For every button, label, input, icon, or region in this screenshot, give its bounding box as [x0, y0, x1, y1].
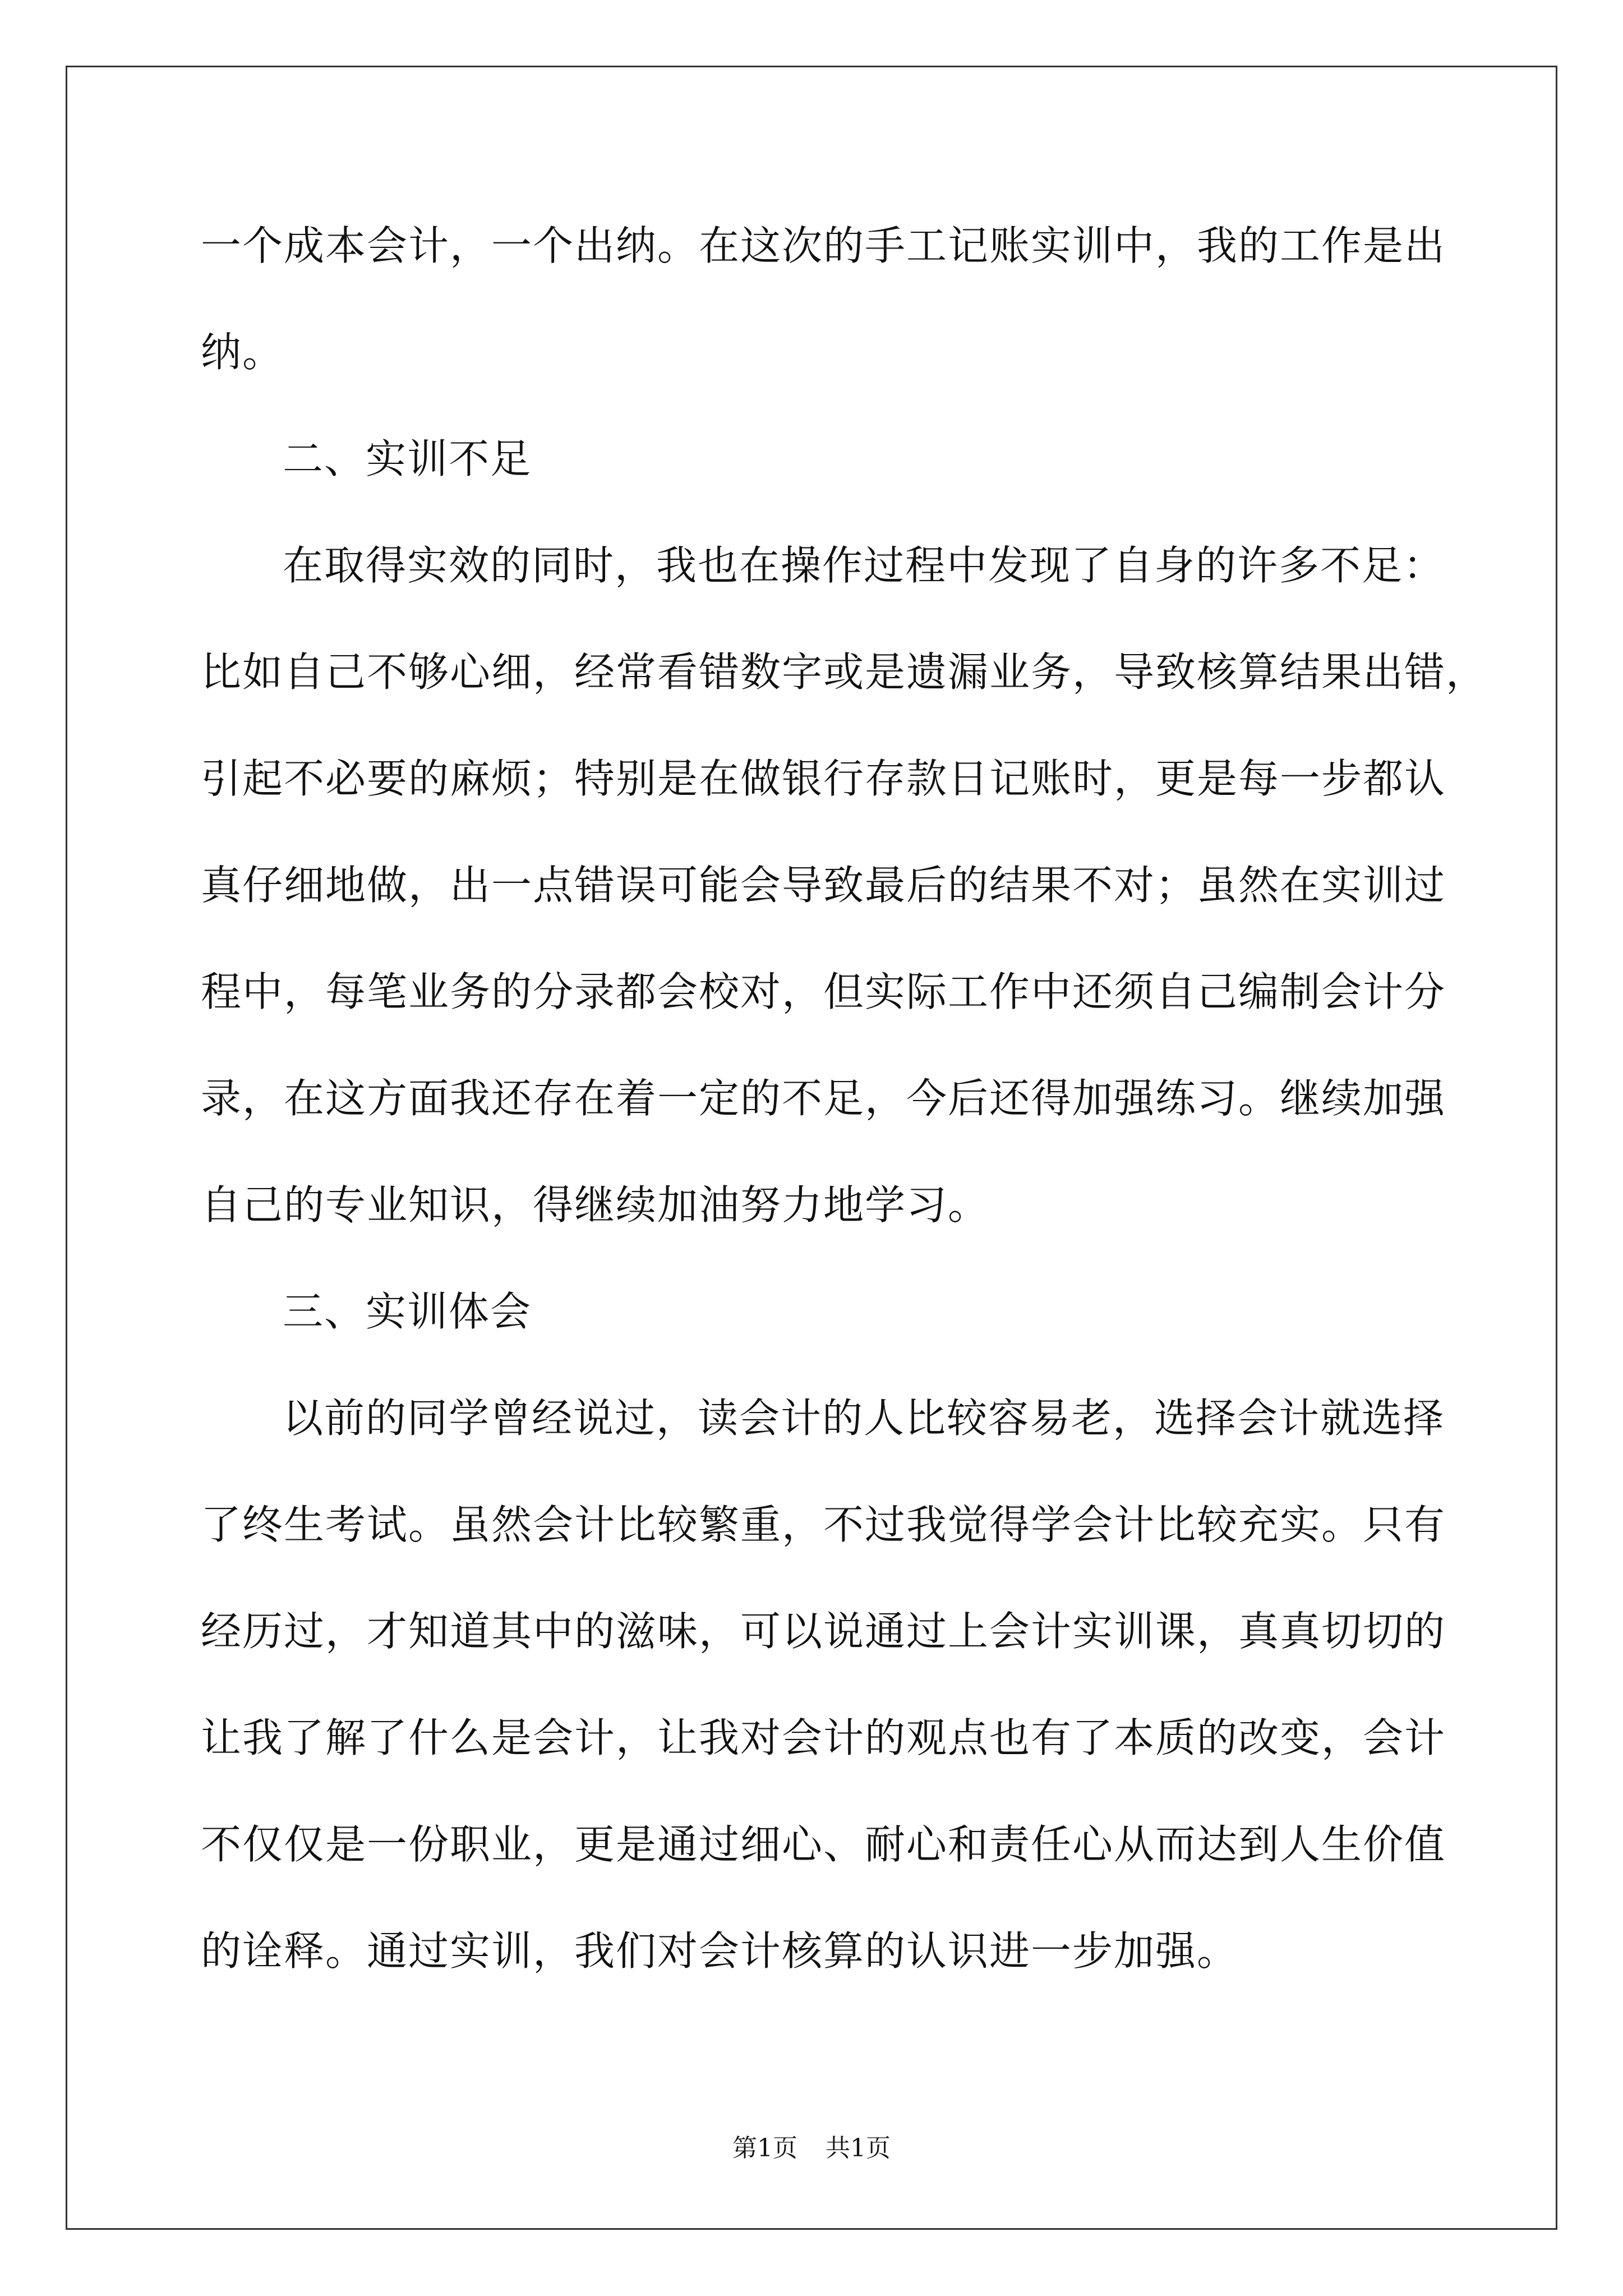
- page-footer: [0, 2132, 1623, 2165]
- paragraph-line: 在取得实效的同时，我也在操作过程中发现了自身的许多不足：: [283, 542, 1445, 589]
- paragraph-line: 不仅仅是一份职业，更是通过细心、耐心和责任心从而达到人生价值: [201, 1821, 1446, 1868]
- paragraph-line: 以前的同学曾经说过，读会计的人比较容易老，选择会计就选择: [283, 1395, 1445, 1442]
- paragraph-line: 引起不必要的麻烦；特别是在做银行存款日记账时，更是每一步都认: [201, 755, 1446, 802]
- paragraph-line: 纳。: [201, 329, 284, 376]
- section-heading-shortcomings: 二、实训不足: [283, 435, 532, 482]
- paragraph-line: 了终生考试。虽然会计比较繁重，不过我觉得学会计比较充实。只有: [201, 1501, 1446, 1548]
- paragraph-line: 的诠释。通过实训，我们对会计核算的认识进一步加强。: [201, 1927, 1239, 1975]
- paragraph-line: 程中，每笔业务的分录都会校对，但实际工作中还须自己编制会计分: [201, 968, 1446, 1015]
- page-number-total: 共1页: [826, 2134, 891, 2162]
- paragraph-line: 真仔细地做，出一点错误可能会导致最后的结果不对；虽然在实训过: [201, 862, 1446, 909]
- paragraph-line: 比如自己不够心细，经常看错数字或是遗漏业务，导致核算结果出错，: [201, 648, 1488, 696]
- page-border: [66, 66, 1557, 2230]
- section-heading-experience: 三、实训体会: [283, 1288, 532, 1335]
- page-number-current: 第1页: [732, 2134, 797, 2162]
- paragraph-line: 自己的专业知识，得继续加油努力地学习。: [201, 1181, 990, 1228]
- paragraph-line: 让我了解了什么是会计，让我对会计的观点也有了本质的改变，会计: [201, 1714, 1446, 1761]
- paragraph-line: 经历过，才知道其中的滋味，可以说通过上会计实训课，真真切切的: [201, 1608, 1446, 1655]
- paragraph-line: 录，在这方面我还存在着一定的不足，今后还得加强练习。继续加强: [201, 1075, 1446, 1122]
- paragraph-line: 一个成本会计，一个出纳。在这次的手工记账实训中，我的工作是出: [201, 222, 1446, 269]
